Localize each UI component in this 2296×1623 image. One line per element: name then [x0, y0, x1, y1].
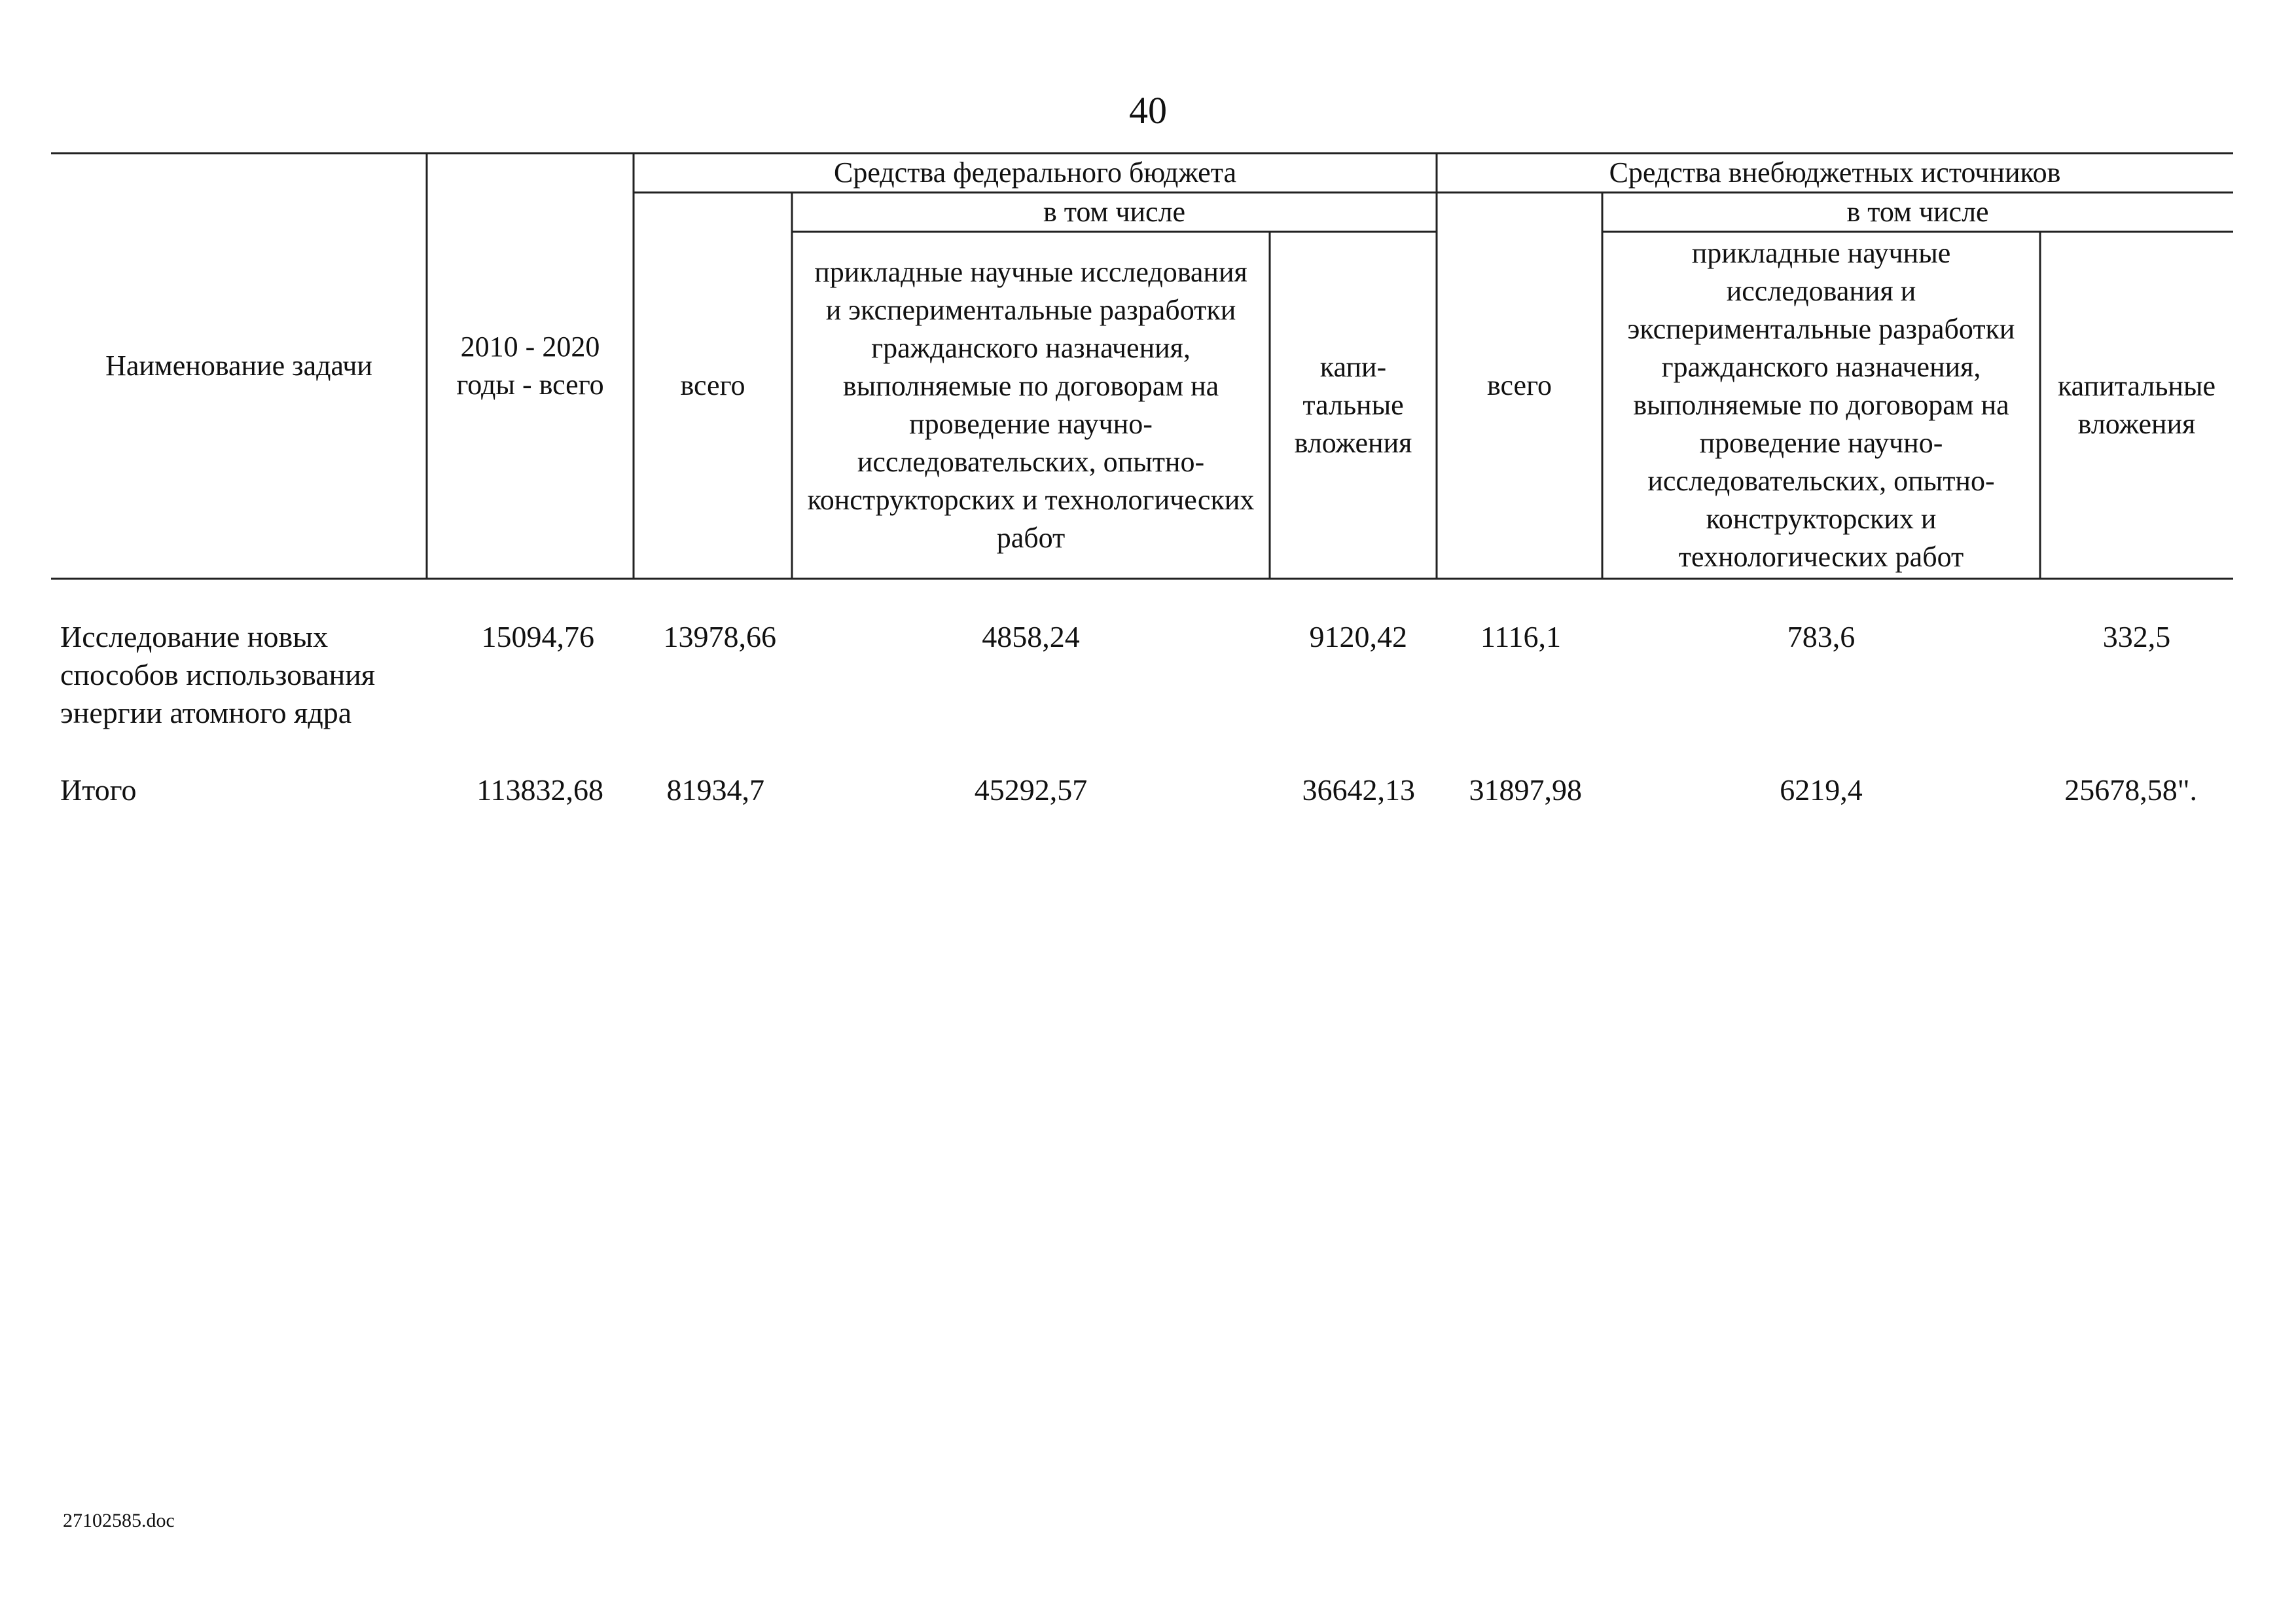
- row-federal-applied: 4858,24: [982, 620, 1080, 653]
- header-task-name: Наименование задачи: [105, 350, 372, 382]
- row-extrabudget-total: 31897,98: [1469, 773, 1582, 807]
- row-federal-total: 13978,66: [663, 620, 776, 653]
- row-federal-applied: 45292,57: [974, 773, 1088, 807]
- header-federal-capital: капи-тальные вложения: [1294, 351, 1412, 459]
- row-extrabudget-applied: 6219,4: [1780, 773, 1863, 807]
- header-extrabudget-including: в том числе: [1846, 196, 1989, 228]
- header-extrabudget-group: Средства внебюджетных источников: [1609, 156, 2061, 189]
- row-total-period: 113832,68: [476, 773, 603, 807]
- footer-file-name: 27102585.doc: [63, 1510, 175, 1531]
- header-federal-applied: прикладные научные исследования и экспериментальные разработки гражданского назначения, выполняемые по договорам на проведение научно-исследовательских, опытно-конструкторских и технологических работ: [807, 256, 1255, 554]
- row-federal-total: 81934,7: [666, 773, 764, 807]
- row-total-period: 15094,76: [481, 620, 594, 653]
- header-extrabudget-applied: прикладные научные исследования и экспериментальные разработки гражданского назначения, выполняемые по договорам на проведение научно-исследовательских, опытно-конструкторских и технологических работ: [1627, 237, 2015, 573]
- row-federal-capital: 36642,13: [1302, 773, 1415, 807]
- header-total-period: 2010 - 2020 годы - всего: [456, 331, 604, 401]
- page-number: 40: [1129, 89, 1167, 132]
- row-extrabudget-applied: 783,6: [1787, 620, 1856, 653]
- header-federal-total: всего: [680, 369, 745, 401]
- row-extrabudget-capital: 25678,58".: [2064, 773, 2197, 807]
- row-extrabudget-capital: 332,5: [2102, 620, 2171, 653]
- header-extrabudget-capital: капитальные вложения: [2057, 370, 2216, 440]
- header-extrabudget-total: всего: [1486, 369, 1552, 401]
- header-federal-including: в том числе: [1043, 196, 1186, 228]
- row-task-name: Итого: [60, 773, 137, 807]
- header-federal-group: Средства федерального бюджета: [833, 156, 1237, 189]
- row-federal-capital: 9120,42: [1309, 620, 1407, 653]
- row-extrabudget-total: 1116,1: [1480, 620, 1561, 653]
- row-task-name: Исследование новых способов использования энергии атомного ядра: [60, 620, 376, 729]
